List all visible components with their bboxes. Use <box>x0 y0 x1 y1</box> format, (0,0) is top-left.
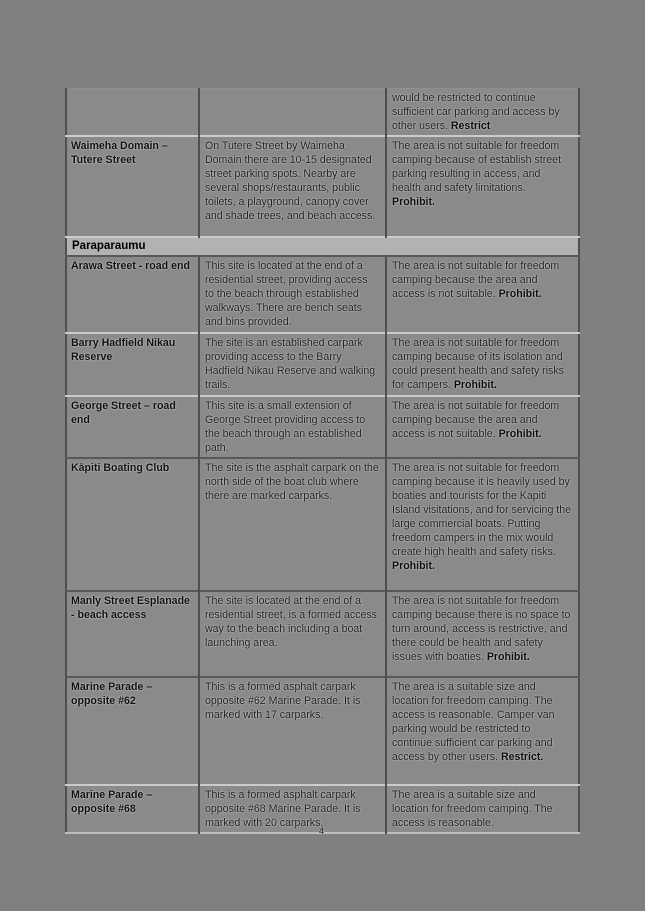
page-number: 4 <box>318 826 325 837</box>
table-row <box>66 136 579 237</box>
verdict-text: Prohibit. <box>486 651 530 663</box>
table-row <box>66 677 579 785</box>
assessment-text: The area is not suitable for freedom camping because the area and access is not suitable. <box>392 400 563 440</box>
verdict-text: Restrict <box>450 120 491 132</box>
assessment-cell <box>386 677 579 785</box>
assessment-cell <box>386 136 579 237</box>
location-cell: Manly Street Esplanade - beach access <box>66 591 199 677</box>
table-row <box>66 333 579 396</box>
assessment-text: The area is not suitable for freedom camping because there is no space to turn around, access is restrictive, and there could be health and safety issues with boaties. <box>392 595 574 663</box>
description-cell: This site is a small extension of George Street providing access to the beach through an established path. <box>199 396 386 458</box>
assessment-table <box>65 88 580 834</box>
assessment-text: The area is not suitable for freedom camping because of its isolation and could present health and safety risks for campers. <box>392 337 567 391</box>
assessment-cell <box>386 256 579 333</box>
location-cell: Barry Hadfield Nikau Reserve <box>66 333 199 396</box>
verdict-text: Restrict. <box>500 751 544 763</box>
table-row <box>66 396 579 458</box>
assessment-text: The area is not suitable for freedom camping because of establish street parking resulting in access, and health and safety limitations. <box>392 140 564 194</box>
location-cell: Waimeha Domain – Tutere Street <box>66 136 199 237</box>
table-row <box>66 256 579 333</box>
location-cell: Kāpiti Boating Club <box>66 458 199 591</box>
assessment-cell <box>386 591 579 677</box>
assessment-cell <box>386 458 579 591</box>
table-row <box>66 89 579 137</box>
table-row <box>66 591 579 677</box>
description-cell: This is a formed asphalt carpark opposite #68 Marine Parade. It is marked with 20 carparks. <box>199 785 386 833</box>
table-row <box>66 458 579 591</box>
location-cell: George Street – road end <box>66 396 199 458</box>
assessment-text: The area is a suitable size and location for freedom camping. The access is reasonable. <box>392 789 556 829</box>
description-cell: The site is the asphalt carpark on the north side of the boat club where there are marked carparks. <box>199 458 386 591</box>
assessment-text: The area is not suitable for freedom camping because the area and access is not suitable. <box>392 260 563 300</box>
assessment-cell <box>386 396 579 458</box>
assessment-text: The area is not suitable for freedom camping because it is heavily used by boaties and tourists for the Kapiti Island visitations, and for servicing the large commercial boats. Putting freedom campers in the mix would create high health and safety risks. <box>392 462 574 558</box>
section-title: Paraparaumu <box>66 237 579 256</box>
location-cell: Arawa Street - road end <box>66 256 199 333</box>
location-cell <box>66 89 199 137</box>
verdict-text: Prohibit. <box>498 288 542 300</box>
assessment-text: The area is a suitable size and location for freedom camping. The access is reasonable. Camper van parking would be restricted to continue sufficient car parking and access by other users. <box>392 681 558 763</box>
verdict-text: Prohibit. <box>453 379 497 391</box>
description-cell: This is a formed asphalt carpark opposite #62 Marine Parade. It is marked with 17 carparks. <box>199 677 386 785</box>
assessment-cell <box>386 333 579 396</box>
location-cell: Marine Parade – opposite #62 <box>66 677 199 785</box>
assessment-text: would be restricted to continue sufficient car parking and access by other users. <box>392 92 563 132</box>
section-header-row <box>66 237 579 256</box>
description-cell <box>199 89 386 137</box>
description-cell: The site is an established carpark providing access to the Barry Hadfield Nikau Reserve and walking trails. <box>199 333 386 396</box>
assessment-cell <box>386 89 579 137</box>
verdict-text: Prohibit. <box>392 196 435 208</box>
description-cell: The site is located at the end of a residential street, is a formed access way to the beach including a boat launching area. <box>199 591 386 677</box>
description-cell: This site is located at the end of a residential street, providing access to the beach through established walkways. There are bench seats and bins provided. <box>199 256 386 333</box>
description-cell: On Tutere Street by Waimeha Domain there are 10-15 designated street parking spots. Nearby are several shops/restaurants, public toilets, a playground, canopy cover and shade trees, and beach access. <box>199 136 386 237</box>
verdict-text: Prohibit. <box>392 560 435 572</box>
location-cell: Marine Parade – opposite #68 <box>66 785 199 833</box>
verdict-text: Prohibit. <box>498 428 542 440</box>
